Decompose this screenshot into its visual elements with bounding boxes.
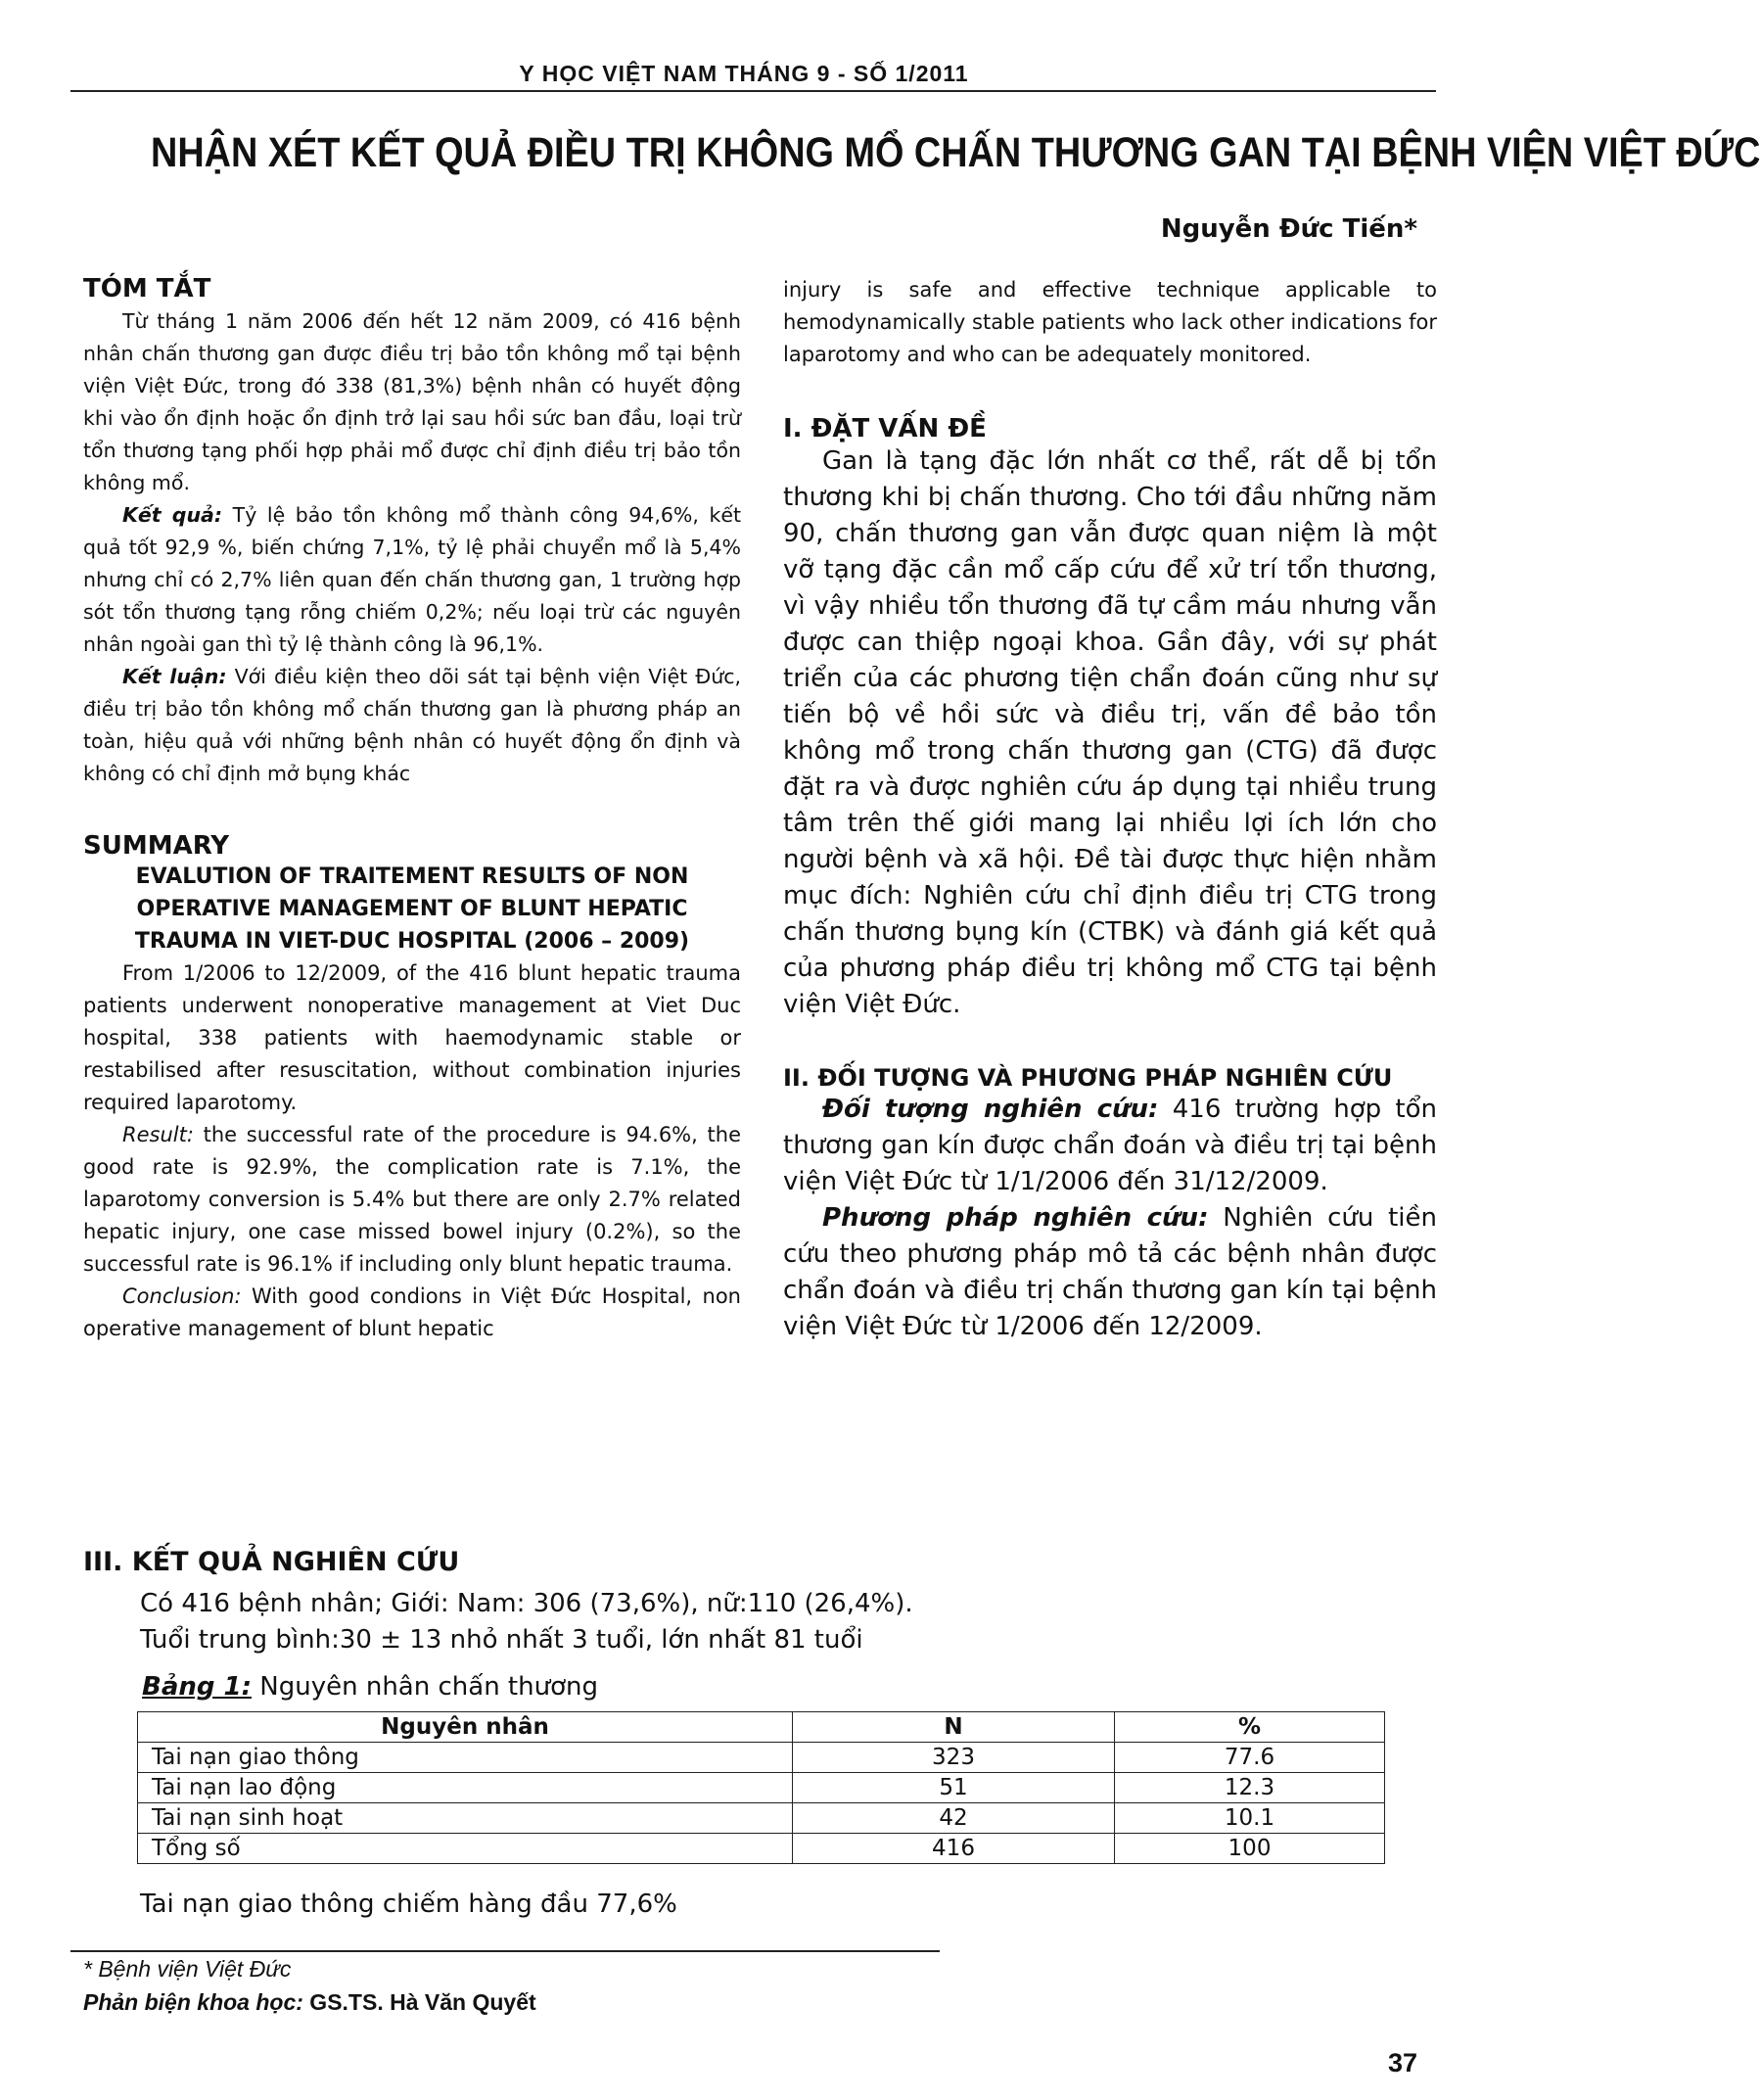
cause-table (137, 1711, 1385, 1864)
col-header-cause: Nguyên nhân (138, 1712, 793, 1743)
section2-method-label: Phương pháp nghiên cứu: (822, 1203, 1209, 1233)
abstract-conclusion-label: Kết luận: (122, 665, 227, 688)
footnote-affiliation: * Bệnh viện Việt Đức (83, 1956, 292, 1982)
summary-conclusion-label: Conclusion: (122, 1284, 242, 1308)
cell-cause: Tai nạn giao thông (138, 1743, 793, 1773)
section2-heading: II. ĐỐI TƯỢNG VÀ PHƯƠNG PHÁP NGHIÊN CỨU (783, 1064, 1393, 1092)
summary-result (83, 1119, 741, 1281)
table-label: Bảng 1: (142, 1672, 253, 1702)
left-column (83, 274, 741, 1345)
cell-n: 416 (793, 1834, 1115, 1864)
abstract-conclusion-text: Với điều kiện theo dõi sát tại bệnh viện Việt Đức, điều trị bảo tồn không mổ chấn thương gan là phương pháp an toàn, hiệu quả với những bệnh nhân có huyết động ổn định và không có chỉ định mở bụng khác (83, 665, 741, 785)
journal-header: Y HỌC VIỆT NAM THÁNG 9 - SỐ 1/2011 (519, 61, 969, 86)
reviewer-name: GS.TS. Hà Văn Quyết (302, 1989, 536, 2015)
page-number: 37 (1387, 2048, 1417, 2077)
table-note: Tai nạn giao thông chiếm hàng đầu 77,6% (140, 1890, 677, 1919)
abstract-result-label: Kết quả: (122, 503, 223, 527)
summary-intro: From 1/2006 to 12/2009, of the 416 blunt hepatic trauma patients underwent nonoperative management at Viet Duc hospital, 338 patients with haemodynamic stable or restabilised after resuscitation, without combination injuries required laparotomy. (83, 961, 741, 1114)
cell-n: 51 (793, 1773, 1115, 1803)
reviewer-label: Phản biện khoa học: (83, 1989, 303, 2015)
table-row (138, 1773, 1385, 1803)
section3-line1: Có 416 bệnh nhân; Giới: Nam: 306 (73,6%), nữ:110 (26,4%). (140, 1589, 913, 1618)
section3-heading: III. KẾT QUẢ NGHIÊN CỨU (83, 1547, 460, 1577)
summary-result-text: the successful rate of the procedure is 94.6%, the good rate is 92.9%, the complication rate is 7.1%, the laparotomy conversion is 5.4% but there are only 2.7% related hepatic injury, one case missed bowel injury (0.2%), so the successful rate is 96.1% if including only blunt hepatic trauma. (83, 1123, 741, 1276)
section2-method (783, 1200, 1437, 1345)
cell-percent: 10.1 (1115, 1803, 1385, 1834)
right-column (783, 274, 1437, 1345)
abstract-result-text: Tỷ lệ bảo tồn không mổ thành công 94,6%, kết quả tốt 92,9 %, biến chứng 7,1%, tỷ lệ phải chuyển mổ là 5,4% nhưng chỉ có 2,7% liên quan đến chấn thương gan, 1 trường hợp sót tổn thương tạng rỗng chiếm 0,2%; nếu loại trừ các nguyên nhân ngoài gan thì tỷ lệ thành công là 96,1%. (83, 503, 741, 656)
cell-percent: 12.3 (1115, 1773, 1385, 1803)
cell-percent: 77.6 (1115, 1743, 1385, 1773)
section2-subject (783, 1092, 1437, 1200)
table-caption (142, 1672, 598, 1702)
cell-cause: Tai nạn sinh hoạt (138, 1803, 793, 1834)
cell-cause: Tai nạn lao động (138, 1773, 793, 1803)
footnote-reviewer (83, 1989, 536, 2016)
summary-title: EVALUTION OF TRAITEMENT RESULTS OF NON OPERATIVE MANAGEMENT OF BLUNT HEPATIC TRAUMA IN VIET-DUC HOSPITAL (2006 – 2009) (134, 864, 690, 954)
col-header-n: N (793, 1712, 1115, 1743)
cell-n: 323 (793, 1743, 1115, 1773)
abstract-heading: TÓM TẮT (83, 274, 211, 303)
section2-subject-text: 416 trường hợp tổn thương gan kín được chẩn đoán và điều trị tại bệnh viện Việt Đức từ 1/1/2006 đến 31/12/2009. (783, 1095, 1438, 1196)
table-row (138, 1743, 1385, 1773)
summary-heading: SUMMARY (83, 831, 230, 861)
cell-percent: 100 (1115, 1834, 1385, 1864)
article-title: NHẬN XÉT KẾT QUẢ ĐIỀU TRỊ KHÔNG MỔ CHẤN THƯƠNG GAN TẠI BỆNH VIỆN VIỆT ĐỨC (151, 129, 1760, 176)
section3-line2: Tuổi trung bình:30 ± 13 nhỏ nhất 3 tuổi, lớn nhất 81 tuổi (140, 1625, 863, 1655)
section2-subject-label: Đối tượng nghiên cứu: (822, 1095, 1159, 1124)
table-header-row (138, 1712, 1385, 1743)
cell-n: 42 (793, 1803, 1115, 1834)
author-name: Nguyễn Đức Tiến* (1160, 214, 1417, 244)
table-row (138, 1803, 1385, 1834)
col-header-percent: % (1115, 1712, 1385, 1743)
section1-heading: I. ĐẶT VẤN ĐỀ (783, 414, 987, 443)
table-row (138, 1834, 1385, 1864)
abstract-intro: Từ tháng 1 năm 2006 đến hết 12 năm 2009, có 416 bệnh nhân chấn thương gan được điều trị bảo tồn không mổ tại bệnh viện Việt Đức, trong đó 338 (81,3%) bệnh nhân có huyết động khi vào ổn định hoặc ổn định trở lại sau hồi sức ban đầu, loại trừ tổn thương tạng phối hợp phải mổ được chỉ định điều trị bảo tồn không mổ. (83, 309, 741, 494)
summary-conclusion-text: With good condions in Việt Đức Hospital, non operative management of blunt hepatic (83, 1284, 741, 1340)
cell-cause: Tổng số (138, 1834, 793, 1864)
abstract-result (83, 499, 741, 661)
abstract-conclusion (83, 661, 741, 790)
section2-method-text: Nghiên cứu tiền cứu theo phương pháp mô tả các bệnh nhân được chẩn đoán và điều trị chấn thương gan kín tại bệnh viện Việt Đức từ 1/2006 đến 12/2009. (783, 1203, 1437, 1341)
header-rule (70, 90, 1436, 92)
summary-result-label: Result: (122, 1123, 194, 1146)
section1-text: Gan là tạng đặc lớn nhất cơ thể, rất dễ bị tổn thương khi bị chấn thương. Cho tới đầu những năm 90, chấn thương gan vẫn được quan niệm là một vỡ tạng đặc cần mổ cấp cứu để xử trí tổn thương, vì vậy nhiều tổn thương đã tự cầm máu nhưng vẫn được can thiệp ngoại khoa. Gần đây, với sự phát triển của các phương tiện chẩn đoán cũng như sự tiến bộ về hồi sức và điều trị, vấn đề bảo tồn không mổ trong chấn thương gan (CTG) đã được đặt ra và được nghiên cứu áp dụng tại nhiều trung tâm trên thế giới mang lại nhiều lợi ích lớn cho người bệnh và xã hội. Đề tài được thực hiện nhằm mục đích: Nghiên cứu chỉ định điều trị CTG trong chấn thương bụng kín (CTBK) và đánh giá kết quả của phương pháp điều trị không mổ CTG tại bệnh viện Việt Đức. (783, 446, 1437, 1019)
footnote-rule (70, 1950, 940, 1952)
table-caption-text: Nguyên nhân chấn thương (252, 1672, 598, 1702)
summary-continued: injury is safe and effective technique applicable to hemodynamically stable patients who lack other indications for laparotomy and who can be adequately monitored. (783, 278, 1437, 366)
summary-conclusion (83, 1281, 741, 1345)
